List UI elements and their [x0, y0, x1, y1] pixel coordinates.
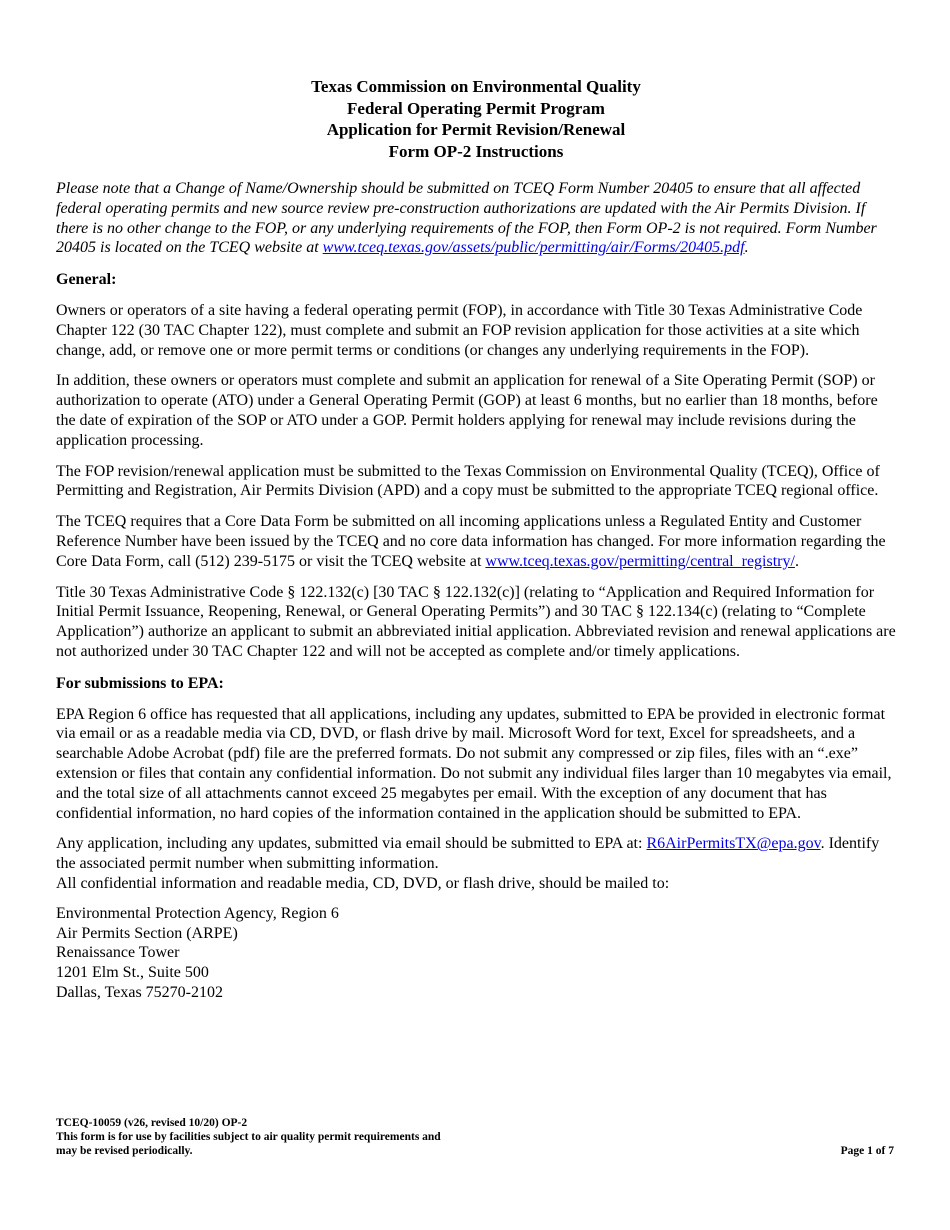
- form-20405-link[interactable]: www.tceq.texas.gov/assets/public/permitting/air/Forms/20405.pdf: [322, 239, 745, 257]
- title-line-2: Federal Operating Permit Program: [347, 98, 605, 118]
- address-line-2: Air Permits Section (ARPE): [56, 924, 238, 942]
- central-registry-link[interactable]: www.tceq.texas.gov/permitting/central_registry/: [485, 552, 795, 570]
- document-page: [56, 76, 896, 1003]
- title-line-1: Texas Commission on Environmental Quality: [311, 77, 641, 96]
- epa-mailing-address: [56, 904, 896, 1003]
- epa-paragraph-2: [56, 834, 896, 874]
- epa-paragraph-1: EPA Region 6 office has requested that all applications, including any updates, submitted to EPA be provided in electronic format via email or as a readable media via CD, DVD, or flash drive by mail. Microsoft Word for text, Excel for spreadsheets, and a searchable Adobe Acrobat (pdf) file are the preferred formats. Do not submit any compressed or zip files, files with an “.exe” extension or files that contain any confidential information. Do not submit any individual files larger than 10 megabytes via email, and the total size of all attachments cannot exceed 25 megabytes per email. With the exception of any document that has confidential information, no hard copies of the information contained in the application should be submitted to EPA.: [56, 705, 892, 822]
- page-number: Page 1 of 7: [840, 1145, 894, 1157]
- address-line-1: Environmental Protection Agency, Region 6: [56, 904, 339, 922]
- intro-end: .: [744, 239, 749, 257]
- title-line-4: Form OP-2 Instructions: [388, 141, 564, 161]
- epa-email-link[interactable]: R6AirPermitsTX@epa.gov: [646, 835, 821, 853]
- address-line-4: 1201 Elm St., Suite 500: [56, 964, 209, 982]
- epa-email-end: . Identify the associated permit number when submitting information.: [56, 835, 880, 873]
- address-line-5: Dallas, Texas 75270-2102: [56, 983, 223, 1001]
- core-data-text: The TCEQ requires that a Core Data Form be submitted on all incoming applications unless a Regulated Entity and Customer Reference Number have been issued by the TCEQ and no core data information has changed. For more information regarding the Core Data Form, call (512) 239-5175 or visit the TCEQ website at: [56, 513, 886, 570]
- core-data-end: .: [794, 552, 799, 570]
- intro-text: Please note that a Change of Name/Ownership should be submitted on TCEQ Form Number 20405 to ensure that all affected federal operating permits and new source review pre-construction authorizations are updated with the Air Permits Division. If there is no other change to the FOP, or any underlying requirements of the FOP, then Form OP-2 is not required. Form Number 20405 is located on the TCEQ website at: [56, 180, 877, 257]
- footer-note-2: may be revised periodically.: [56, 1145, 193, 1157]
- epa-email-text: Any application, including any updates, submitted via email should be submitted to EPA at:: [56, 835, 647, 853]
- document-title: [56, 76, 896, 162]
- title-line-3: Application for Permit Revision/Renewal: [326, 120, 626, 139]
- general-paragraph-3: The FOP revision/renewal application must be submitted to the Texas Commission on Environmental Quality (TCEQ), Office of Permitting and Registration, Air Permits Division (APD) and a copy must be submitted to the appropriate TCEQ regional office.: [56, 462, 880, 500]
- epa-heading: For submissions to EPA:: [56, 674, 224, 692]
- general-paragraph-2: In addition, these owners or operators must complete and submit an application for renewal of a Site Operating Permit (SOP) or authorization to operate (ATO) under a General Operating Permit (GOP) at least 6 months, but no earlier than 18 months, before the date of expiration of the SOP or ATO under a GOP. Permit holders applying for renewal may include revisions during the application processing.: [56, 372, 878, 449]
- page-footer: [56, 1116, 896, 1158]
- general-paragraph-1: Owners or operators of a site having a federal operating permit (FOP), in accordance with Title 30 Texas Administrative Code Chapter 122 (30 TAC Chapter 122), must complete and submit an FOP revision application for those activities at a site which change, add, or remove one or more permit terms or conditions (or changes any underlying requirements in the FOP).: [56, 301, 863, 359]
- general-heading: General:: [56, 271, 117, 289]
- general-paragraph-5: Title 30 Texas Administrative Code § 122.132(c) [30 TAC § 122.132(c)] (relating to “Application and Required Information for Initial Permit Issuance, Reopening, Renewal, or General Operating Permits”) and 30 TAC § 122.134(c) (relating to “Complete Application”) authorize an applicant to submit an abbreviated initial application. Abbreviated revision and renewal applications are not authorized under 30 TAC Chapter 122 and will not be accepted as complete and/or timely applications.: [56, 583, 896, 660]
- general-paragraph-4: [56, 512, 896, 571]
- address-line-3: Renaissance Tower: [56, 944, 180, 962]
- intro-note: [56, 179, 896, 258]
- footer-note-1: This form is for use by facilities subject to air quality permit requirements and: [56, 1131, 441, 1143]
- footer-form-id: TCEQ-10059 (v26, revised 10/20) OP-2: [56, 1117, 248, 1129]
- epa-mail-instruction: All confidential information and readable media, CD, DVD, or flash drive, should be mailed to:: [56, 874, 670, 892]
